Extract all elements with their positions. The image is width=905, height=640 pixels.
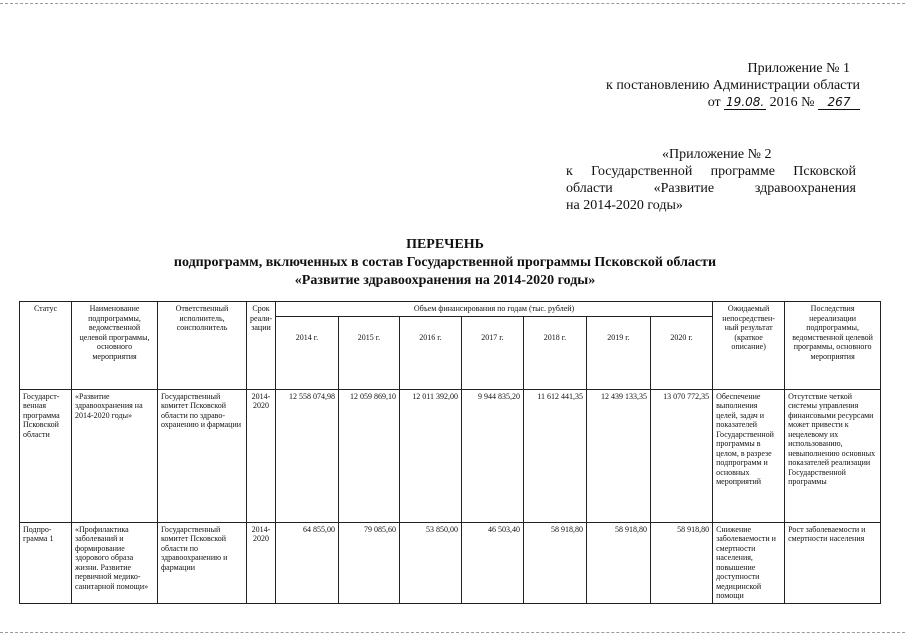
- cell-value: 9 944 835,20: [462, 389, 524, 522]
- appendix-2-title: «Приложение № 2: [662, 147, 772, 162]
- table-header-row: [20, 302, 881, 317]
- header-year: 2017 г.: [462, 316, 524, 389]
- cell-name: «Развитие здравоохранения на 2014-2020 годы»: [72, 389, 158, 522]
- cell-value: 58 918,80: [587, 522, 651, 603]
- header-year: 2016 г.: [400, 316, 462, 389]
- cell-executor: Государственный комитет Псковской области по здраво-охранению и фармации: [158, 389, 247, 522]
- cell-value: 12 059 869,10: [339, 389, 400, 522]
- cell-result: Обеспечение выполнения целей, задач и показателей Государственной программы в целом, в разрезе подпрограмм и основных мероприятий: [713, 389, 785, 522]
- appendix-2-line-4: на 2014-2020 годы»: [566, 198, 683, 213]
- header-status: Статус: [20, 302, 72, 390]
- appendix-2-line-3: области «Развитие здравоохранения: [566, 181, 856, 196]
- appendix-1-date-line: [560, 94, 860, 111]
- cell-status: Государст-венная программа Псковской области: [20, 389, 72, 522]
- cell-value: 58 918,80: [524, 522, 587, 603]
- cell-value: 11 612 441,35: [524, 389, 587, 522]
- cell-value: 12 439 133,35: [587, 389, 651, 522]
- cell-value: 12 011 392,00: [400, 389, 462, 522]
- cell-value: 12 558 074,98: [276, 389, 339, 522]
- header-funding: Объем финансирования по годам (тыс. рублей): [276, 302, 713, 317]
- cell-name: «Профилактика заболеваний и формирование здорового образа жизни. Развитие первичной медико-санитарной помощи»: [72, 522, 158, 603]
- header-term: Срок реали-зации: [247, 302, 276, 390]
- date-year: 2016 №: [769, 95, 815, 110]
- cell-value: 79 085,60: [339, 522, 400, 603]
- date-prefix: от: [707, 95, 721, 110]
- document-title: [100, 236, 790, 290]
- title-program-name: «Развитие здравоохранения на 2014-2020 годы»: [294, 273, 596, 288]
- handwritten-date: 19.08.: [726, 95, 765, 109]
- table-row: [20, 522, 881, 603]
- cell-value: 13 070 772,35: [651, 389, 713, 522]
- cell-value: 64 855,00: [276, 522, 339, 603]
- subprograms-table-container: [19, 301, 880, 604]
- cell-term: 2014-2020: [247, 522, 276, 603]
- cell-status: Подпро-грамма 1: [20, 522, 72, 603]
- subprograms-table: [19, 301, 881, 604]
- appendix-2-line-2: к Государственной программе Псковской: [566, 164, 856, 179]
- table-row: [20, 389, 881, 522]
- cell-value: 46 503,40: [462, 522, 524, 603]
- scan-edge-bottom: [0, 632, 905, 633]
- header-consequences: Последствия нереализации подпрограммы, ведомственной целевой программы, основного мероприятия: [785, 302, 881, 390]
- header-year: 2014 г.: [276, 316, 339, 389]
- appendix-2-header: [566, 146, 856, 214]
- appendix-1-header: [560, 60, 860, 111]
- header-executor: Ответственный исполнитель, соисполнитель: [158, 302, 247, 390]
- handwritten-number: 267: [818, 95, 860, 110]
- cell-consequences: Рост заболеваемости и смертности населения: [785, 522, 881, 603]
- scan-edge-top: [0, 3, 905, 4]
- header-year: 2018 г.: [524, 316, 587, 389]
- cell-executor: Государственный комитет Псковской области по здравоохранению и фармации: [158, 522, 247, 603]
- title-heading: ПЕРЕЧЕНЬ: [406, 237, 484, 252]
- cell-result: Снижение заболеваемости и смертности населения, повышение доступности медицинской помощи: [713, 522, 785, 603]
- header-year: 2019 г.: [587, 316, 651, 389]
- cell-consequences: Отсутствие четкой системы управления финансовыми ресурсами может привести к нецелевому их использованию, невыполнению основных показателей реализации Государственной программы: [785, 389, 881, 522]
- cell-value: 53 850,00: [400, 522, 462, 603]
- title-subheading: подпрограмм, включенных в состав Государственной программы Псковской области: [173, 255, 717, 270]
- cell-term: 2014-2020: [247, 389, 276, 522]
- header-result: Ожидаемый непосредствен-ный результат (краткое описание): [713, 302, 785, 390]
- cell-value: 58 918,80: [651, 522, 713, 603]
- appendix-1-title: Приложение № 1: [747, 61, 850, 76]
- appendix-1-resolution: к постановлению Администрации области: [606, 78, 860, 93]
- header-name: Наименование подпрограммы, ведомственной целевой программы, основного мероприятия: [72, 302, 158, 390]
- header-year: 2020 г.: [651, 316, 713, 389]
- header-year: 2015 г.: [339, 316, 400, 389]
